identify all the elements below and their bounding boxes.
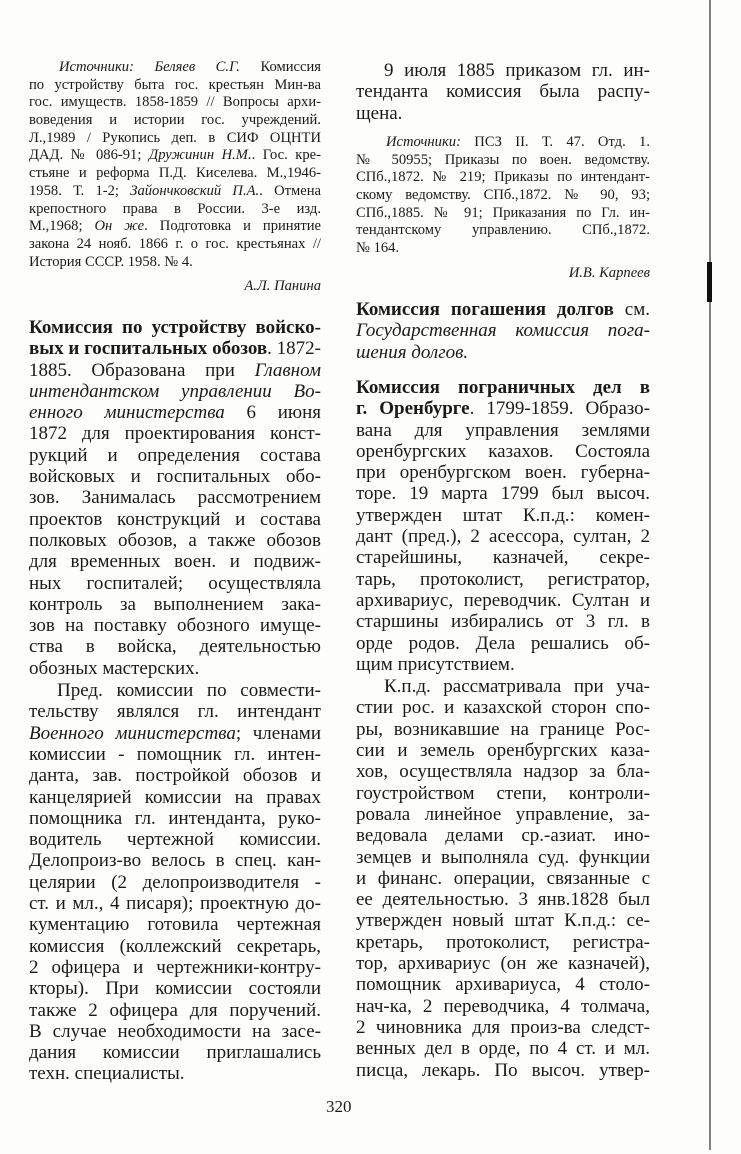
text-run: и финанс. операции, связанные с — [356, 867, 650, 889]
text-line — [29, 509, 321, 530]
paragraph — [356, 60, 650, 124]
text-line — [29, 77, 321, 95]
text-run: см. — [613, 299, 650, 320]
entry-debt-commission — [356, 299, 650, 363]
text-line — [29, 381, 321, 402]
text-line — [29, 636, 321, 657]
text-line — [356, 697, 650, 718]
italic-text: интендантском управлении Во- — [29, 380, 321, 402]
text-run: скому ведомству. СПб.,1872. № 90, 93; — [356, 187, 650, 204]
italic-text: Военного министерства — [29, 722, 236, 744]
entry-heading-text: Комиссия пограничных дел в — [356, 377, 650, 398]
text-run: . Подготовка и принятие — [144, 218, 321, 235]
text-run: тарь, протоколист, регистратор, — [356, 568, 650, 590]
text-line — [356, 590, 650, 611]
entry-orenburg-commission — [356, 377, 650, 1081]
text-line — [29, 551, 321, 572]
text-line — [356, 377, 650, 398]
text-run: рукций и определения состава — [29, 444, 321, 466]
text-run: ДАД. № 086-91; — [29, 147, 149, 164]
text-line — [356, 441, 650, 462]
text-line — [29, 218, 321, 236]
text-run: водитель чертежной комиссии. — [29, 829, 321, 851]
text-line — [29, 701, 321, 722]
scan-edge-mark — [707, 262, 712, 302]
text-run: утвержден штат К.п.д.: комен- — [356, 504, 650, 526]
author-signature-1: А.Л. Панина — [244, 278, 321, 294]
text-run: дания комиссии приглашались — [29, 1042, 321, 1064]
text-line — [29, 360, 321, 381]
text-run: крепостного права в России. 3-е изд. — [29, 200, 321, 217]
italic-text: Источники: Беляев С.Г. — [59, 59, 240, 75]
text-line — [29, 829, 321, 850]
text-run: К.п.д. рассматривала при уча- — [384, 676, 650, 698]
text-run: ных госпиталей; осуществляла — [29, 572, 321, 594]
text-line — [356, 633, 650, 654]
text-run: нач-ка, 2 переводчика, 4 толмача, — [356, 995, 650, 1017]
text-run: Делопроиз-во велось в спец. кан- — [29, 850, 321, 872]
text-line — [356, 152, 650, 170]
text-line — [356, 342, 650, 363]
text-run: торе. 19 марта 1799 был высоч. — [356, 483, 650, 505]
text-run: щим присутствием. — [356, 653, 515, 675]
paragraph — [29, 317, 321, 679]
text-line — [29, 317, 321, 338]
text-line — [29, 594, 321, 615]
text-line — [356, 320, 650, 341]
text-run: . 1799-1859. Образо- — [469, 398, 650, 420]
text-line — [356, 81, 650, 102]
italic-text: енного министерства — [29, 402, 225, 424]
text-run: воведения и истории гос. учреждений. — [29, 112, 321, 129]
text-run: 1958. Т. 1-2; — [29, 182, 131, 199]
text-line — [29, 338, 321, 359]
text-run: комиссии - помощник гл. интен- — [29, 743, 321, 765]
text-line — [356, 187, 650, 205]
text-run: тенданта комиссия была распу- — [356, 81, 650, 103]
text-run: кретарь, протоколист, регистра- — [356, 931, 650, 953]
text-line — [29, 872, 321, 893]
text-line — [29, 723, 321, 744]
text-run: данта, зав. постройкой обозов и — [29, 765, 321, 787]
text-line — [29, 1000, 321, 1021]
text-run: контроль за выполнением зака- — [29, 593, 321, 615]
text-line — [29, 402, 321, 423]
text-line — [356, 569, 650, 590]
text-line — [29, 423, 321, 444]
text-line — [29, 680, 321, 701]
text-line — [356, 420, 650, 441]
text-line — [356, 740, 650, 761]
text-run: техн. специалисты. — [29, 1063, 185, 1085]
text-run: тельству являлся гл. интендант — [29, 701, 321, 723]
text-run: ведовала делами ср.-азиат. ино- — [356, 825, 650, 847]
text-line — [29, 808, 321, 829]
page-number: 320 — [326, 1097, 352, 1116]
text-run: для временных воен. и подвиж- — [29, 551, 321, 573]
text-run: хов, осуществляла надзор за бла- — [356, 761, 650, 783]
text-run: 2 офицера и чертежники-контру- — [29, 956, 321, 978]
text-run: оренбургских казахов. Состояла — [356, 440, 650, 462]
text-run: венных дел в орде, по 4 ст. и мл. — [356, 1038, 650, 1060]
text-line — [356, 847, 650, 868]
text-line — [29, 466, 321, 487]
text-line — [29, 445, 321, 466]
paragraph — [356, 377, 650, 675]
text-run: по устройству быта гос. крестьян Мин-ва — [29, 76, 321, 93]
paragraph — [356, 299, 650, 363]
text-run: кторы). При комиссии состояли — [29, 978, 321, 1000]
text-run: В случае необходимости на засе- — [29, 1020, 321, 1042]
text-line — [356, 398, 650, 419]
entry-heading-text: Комиссия по устройству войско- — [29, 317, 321, 338]
text-run: орде родов. Дела решались об- — [356, 632, 650, 654]
text-run: кументацию готовила чертежная — [29, 914, 321, 936]
text-run: ; членами — [235, 722, 322, 744]
text-line — [356, 974, 650, 995]
text-run: полковых обозов, а также обозов — [29, 529, 321, 551]
text-run: 2 чиновника для произ-ва следст- — [356, 1016, 650, 1038]
text-run: при оренбургском воен. губерна- — [356, 462, 650, 484]
text-run: щена. — [356, 102, 403, 124]
text-run: ры, возникавшие на границе Рос- — [356, 718, 650, 740]
text-line — [29, 1042, 321, 1063]
text-line — [29, 787, 321, 808]
text-run: войсковых и госпитальных обо- — [29, 466, 321, 488]
text-line — [29, 1021, 321, 1042]
text-line — [356, 1060, 650, 1081]
text-run: земцев и выполняла суд. функции — [356, 846, 650, 868]
text-line — [356, 547, 650, 568]
text-line — [29, 183, 321, 201]
text-line — [356, 676, 650, 697]
text-line — [356, 462, 650, 483]
text-line — [29, 936, 321, 957]
paragraph — [29, 680, 321, 1085]
entry-heading-text: г. Оренбурге — [356, 398, 470, 420]
text-run: ст. и мл., 4 писаря); проектную до- — [29, 893, 321, 915]
paragraph — [29, 59, 321, 271]
text-run: обозных мастерских. — [29, 657, 200, 679]
text-line — [356, 134, 650, 152]
entry-heading-text: вых и госпитальных обозов — [29, 338, 268, 360]
italic-text: Главном — [254, 359, 321, 381]
text-line — [29, 957, 321, 978]
italic-text: Дружинин Н.М. — [148, 147, 252, 164]
text-line — [29, 1063, 321, 1084]
italic-text: Зайончковский П.А. — [130, 182, 260, 199]
text-line — [356, 1017, 650, 1038]
text-line — [356, 783, 650, 804]
text-run: помощника гл. интенданта, руко- — [29, 807, 321, 829]
text-run: вана для управления землями — [356, 419, 650, 441]
text-run: . 1872- — [267, 338, 321, 360]
text-run: . Отмена — [259, 182, 321, 199]
text-run: зов на поставку обозного имуще- — [29, 615, 321, 637]
text-run: дант (пред.), 2 асессора, султан, 2 — [356, 526, 650, 548]
text-run: История СССР. 1958. № 4. — [29, 253, 193, 270]
entry-end-paragraph — [356, 60, 650, 124]
text-line — [356, 761, 650, 782]
text-run: 9 июля 1885 приказом гл. ин- — [384, 60, 650, 81]
text-run: . Гос. кре- — [251, 147, 321, 164]
text-run: 1885. Образована при — [29, 359, 255, 381]
text-line — [356, 868, 650, 889]
text-line — [29, 59, 321, 77]
text-run: тор, архивариус (он же казначей), — [356, 953, 650, 975]
text-line — [356, 804, 650, 825]
text-line — [356, 60, 650, 81]
text-run: сии и земель оренбургских каза- — [356, 740, 650, 762]
text-line — [29, 112, 321, 130]
text-run: комиссия (коллежский секретарь, — [29, 935, 321, 957]
text-line — [356, 222, 650, 240]
author-signature-2: И.В. Карпеев — [568, 265, 650, 281]
text-line — [29, 530, 321, 551]
text-run: гоустройством степи, контроли- — [356, 782, 650, 804]
text-line — [356, 953, 650, 974]
text-run: зов. Занималась рассмотрением — [29, 487, 321, 509]
text-run: стьяне и реформа П.Д. Киселева. М.,1946- — [29, 165, 321, 182]
italic-text: Государственная комиссия пога- — [356, 320, 650, 342]
text-run: старейшины, казначей, секре- — [356, 547, 650, 569]
text-run: утвержден новый штат К.п.д.: се- — [356, 910, 650, 932]
text-run: Пред. комиссии по совмести- — [57, 680, 321, 702]
italic-text: шения долгов. — [356, 341, 469, 363]
text-line — [356, 910, 650, 931]
text-line — [29, 254, 321, 272]
italic-text: Он же — [94, 218, 145, 235]
text-run: старшины избирались от 3 гл. в — [356, 611, 650, 633]
text-line — [29, 914, 321, 935]
text-line — [356, 611, 650, 632]
text-run: СПб.,1885. № 91; Приказания по Гл. ин- — [356, 204, 650, 221]
text-run: Л.,1989 / Рукопись деп. в СИФ ОЦНТИ — [29, 129, 321, 146]
text-run: М.,1968; — [29, 218, 95, 235]
text-run: Комиссия — [239, 59, 321, 75]
sources-note-2 — [356, 134, 650, 258]
paragraph — [356, 134, 650, 258]
text-line — [29, 130, 321, 148]
text-run: также 2 офицера для поручений. — [29, 999, 321, 1021]
text-line — [29, 744, 321, 765]
text-run: ПСЗ II. Т. 47. Отд. 1. — [460, 134, 650, 150]
text-run: проектов конструкций и состава — [29, 508, 321, 530]
text-line — [29, 573, 321, 594]
text-run: помощник архивариуса, 4 столо- — [356, 974, 650, 996]
text-line — [29, 487, 321, 508]
text-run: гос. имуществ. 1858-1859 // Вопросы архи- — [29, 94, 321, 111]
text-run: канцелярией комиссии на правах — [29, 786, 321, 808]
text-run: № 50955; Приказы по воен. ведомству. — [356, 151, 650, 168]
text-run: закона 24 нояб. 1866 г. о гос. крестьянах // — [29, 235, 321, 252]
text-line — [29, 658, 321, 679]
entry-heading-text: Комиссия погашения долгов — [356, 299, 614, 320]
text-run: архивариус, переводчик. Султан и — [356, 589, 650, 611]
text-line — [29, 201, 321, 219]
text-line — [356, 483, 650, 504]
sources-note-1 — [29, 59, 321, 271]
italic-text: Источники: — [386, 134, 461, 150]
text-line — [356, 526, 650, 547]
text-line — [29, 893, 321, 914]
text-line — [356, 169, 650, 187]
text-line — [29, 615, 321, 636]
text-line — [29, 978, 321, 999]
paragraph — [356, 676, 650, 1081]
text-run: стии рос. и казахской сторон спо- — [356, 697, 650, 719]
text-line — [356, 1038, 650, 1059]
text-run: ства в войска, деятельностью — [29, 636, 321, 658]
scan-edge-line — [709, 0, 711, 1150]
text-run: 6 июня — [224, 402, 321, 424]
text-line — [356, 719, 650, 740]
text-line — [356, 299, 650, 320]
text-line — [356, 825, 650, 846]
text-line — [356, 505, 650, 526]
text-run: 1872 для проектирования конст- — [29, 423, 321, 445]
text-line — [356, 205, 650, 223]
text-line — [356, 932, 650, 953]
text-run: писца, лекарь. По высоч. утвер- — [356, 1059, 650, 1081]
text-run: № 164. — [356, 240, 400, 257]
text-line — [356, 103, 650, 124]
entry-wagon-commission — [29, 317, 321, 1085]
text-line — [29, 236, 321, 254]
text-line — [29, 94, 321, 112]
text-line — [29, 850, 321, 871]
text-run: целярии (2 делопроизводителя - — [29, 871, 321, 893]
text-line — [29, 165, 321, 183]
text-line — [356, 240, 650, 258]
text-run: ее деятельностью. 3 янв.1828 был — [356, 889, 650, 911]
text-line — [356, 996, 650, 1017]
text-run: ровала линейное управление, за- — [356, 803, 650, 825]
text-run: тендантскому управлению. СПб.,1872. — [356, 222, 650, 239]
text-line — [356, 889, 650, 910]
text-line — [356, 654, 650, 675]
text-run: СПб.,1872. № 219; Приказы по интендант- — [356, 169, 650, 186]
text-line — [29, 765, 321, 786]
text-line — [29, 147, 321, 165]
